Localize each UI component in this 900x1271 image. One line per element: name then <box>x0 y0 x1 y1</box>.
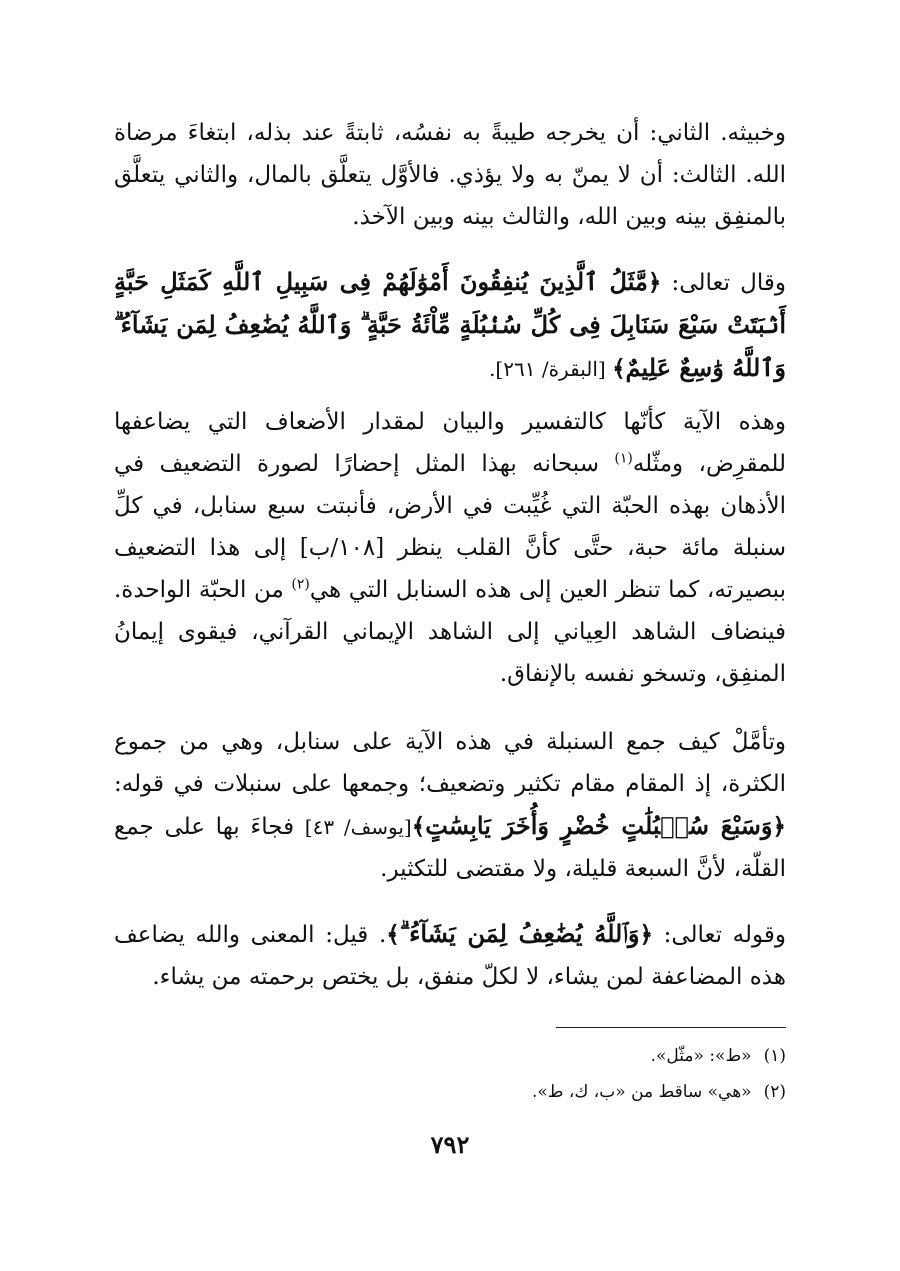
paragraph-4-part-a: وتأمَّلْ كيف جمع السنبلة في هذه الآية على سنابل، وهي من جموع الكثرة، إذ المقام مقام تكثير وتضعيف؛ وجمعها على سنبلات في قوله: <box>114 729 786 797</box>
paragraph-2-intro: وقال تعالى: <box>661 270 787 296</box>
paragraph-4 <box>114 721 786 890</box>
quran-verse-yusuf-43: وَسَبْعَ سُنۢبُلَٰتٍ خُضْرٍ وَأُخَرَ يَابِسَٰتٍ <box>425 811 773 840</box>
paragraph-5-part-a: وقوله تعالى: <box>652 922 786 948</box>
page-number: ٧٩٢ <box>430 1130 470 1159</box>
paragraph-5-part-b: . قيل: المعنى والله يضاعف هذه المضاعفة لمن يشاء، لا لكلّ منفق، بل يختص برحمته من يشاء. <box>114 922 786 990</box>
quran-verse-excerpt: وَٱللَّهُ يُضَٰعِفُ لِمَن يَشَآءُ ۗ <box>399 919 640 948</box>
quran-bracket-close: ﴾ <box>411 813 426 840</box>
verse-reference: [البقرة/ ٢٦١]. <box>489 357 613 381</box>
footnote-1-number: (١) <box>763 1046 786 1066</box>
footnote-1 <box>114 1042 786 1070</box>
quran-bracket-open: ﴿ <box>647 269 662 296</box>
paragraph-3-part-c: من الحبّة الواحدة. فينضاف الشاهد العِياني إلى الشاهد الإيماني القرآني، فيقوى إيمانُ المنفِق، وتسخو نفسه بالإنفاق. <box>114 577 786 687</box>
verse-reference: [يوسف/ ٤٣] <box>304 815 412 839</box>
footnote-1-text: «ط»: «مثّل». <box>650 1046 752 1066</box>
footnote-2-number: (٢) <box>763 1082 786 1102</box>
paragraph-3-part-a: وهذه الآية كأنّها كالتفسير والبيان لمقدار الأضعاف التي يضاعفها للمقرِض، ومثّله <box>114 409 786 477</box>
footnote-2-text: «هي» ساقط من «ب، ك، ط». <box>531 1082 752 1102</box>
quran-bracket-open: ﴿ <box>772 813 786 840</box>
quran-verse-baqarah-261: مَّثَلُ ٱلَّذِينَ يُنفِقُونَ أَمْوَٰلَهُمْ فِى سَبِيلِ ٱللَّهِ كَمَثَلِ حَبَّةٍ أَنۢبَتَتْ سَبْعَ سَنَابِلَ فِى كُلِّ سُنۢبُلَةٍ مِّاْئَةُ حَبَّةٍ ۗ وَٱللَّهُ يُضَٰعِفُ لِمَن يَشَآءُ ۗ وَٱللَّهُ وَٰسِعٌ عَلِيمٌ <box>114 267 786 382</box>
footnote-2 <box>114 1078 786 1106</box>
quran-bracket-close: ﴾ <box>612 355 626 382</box>
paragraph-3-part-b: سبحانه بهذا المثل إحضارًا لصورة التضعيف في الأذهان بهذه الحبّة التي غُيِّبت في الأرض، فأنبتت سبع سنابل، في كلِّ سنبلة مائة حبة، حتَّى كأنَّ القلب ينظر [١٠٨/ب] إلى هذا التضعيف ببصيرته، كما تنظر العين إلى هذه السنابل التي هي <box>114 451 786 603</box>
paragraph-5 <box>114 913 786 998</box>
paragraph-3 <box>114 401 786 695</box>
footnote-separator <box>556 1027 786 1028</box>
paragraph-1: وخبيثه. الثاني: أن يخرجه طيبةً به نفسُه، ثابتةً عند بذله، ابتغاءَ مرضاة الله. الثالث: أن لا يمنّ به ولا يؤذي. فالأوَّل يتعلَّق بالمال، والثاني يتعلَّق بالمنفِق بينه وبين الله، والثالث بينه وبين الآخذ. <box>114 120 786 230</box>
footnote-marker-1: (١) <box>614 450 633 467</box>
quran-bracket-close: ﴾ <box>386 921 400 948</box>
paragraph-4-part-b: فجاءَ بها على جمع القلّة، لأنَّ السبعة قليلة، ولا مقتضى للتكثير. <box>114 814 786 882</box>
paragraph-2 <box>114 261 786 390</box>
footnote-marker-2: (٢) <box>291 576 310 593</box>
quran-bracket-open: ﴿ <box>639 921 653 948</box>
